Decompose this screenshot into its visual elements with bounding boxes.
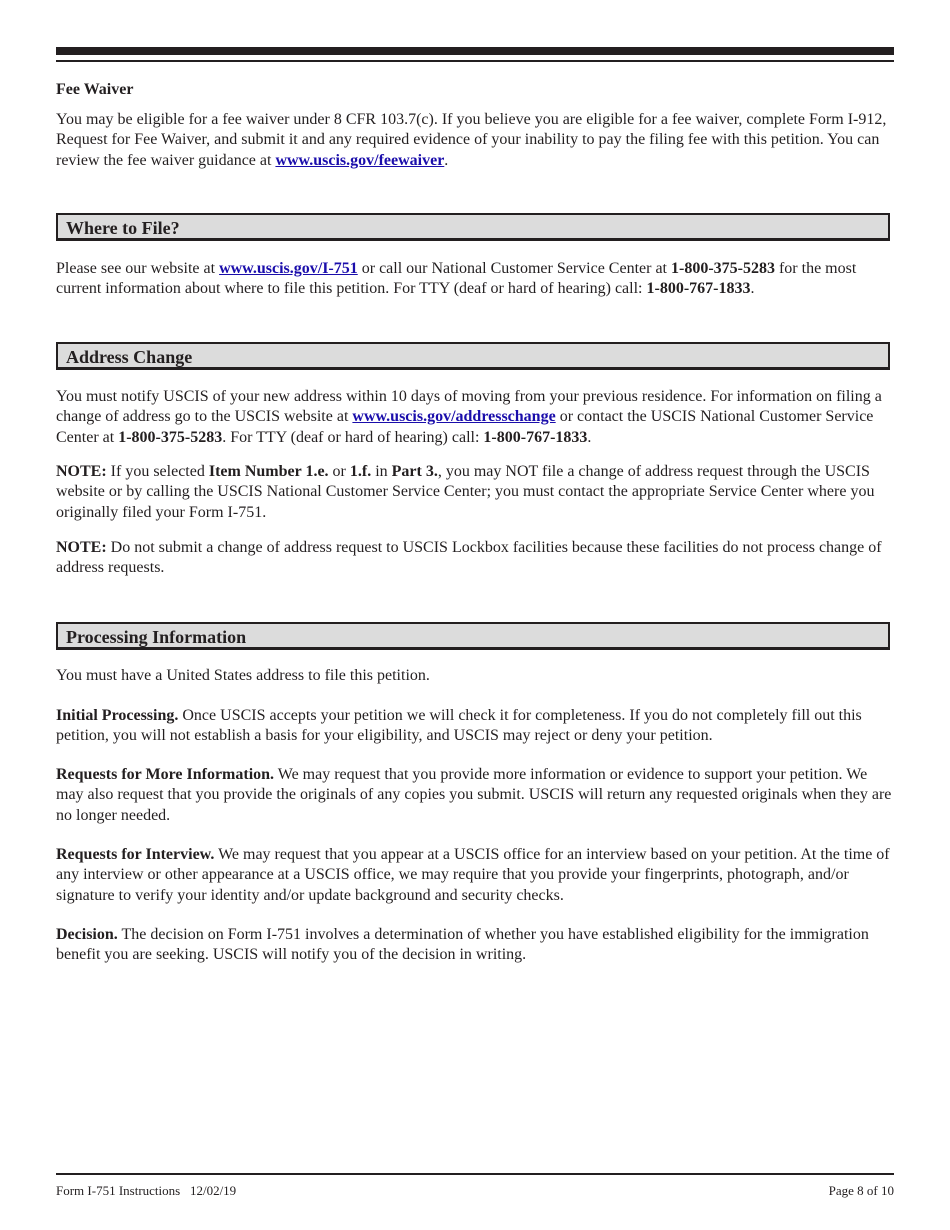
note-1-text-1: If you selected xyxy=(106,463,209,480)
address-change-title: Address Change xyxy=(66,347,193,367)
note-1-text-3: in xyxy=(371,463,392,480)
fee-waiver-paragraph xyxy=(56,110,894,171)
more-info-paragraph xyxy=(56,765,894,826)
note-1-paragraph xyxy=(56,462,894,523)
footer-form-info: Form I-751 Instructions 12/02/19 xyxy=(56,1183,237,1198)
processing-intro: You must have a United States address to file this petition. xyxy=(56,667,430,684)
interview-label: Requests for Interview. xyxy=(56,846,215,863)
more-info-label: Requests for More Information. xyxy=(56,766,275,783)
where-to-file-section-bar xyxy=(56,213,890,241)
fee-waiver-link[interactable]: www.uscis.gov/feewaiver xyxy=(275,151,445,169)
where-text-4: . xyxy=(750,280,755,298)
decision-label: Decision. xyxy=(56,926,118,943)
where-phone-2: 1-800-767-1833 xyxy=(646,280,751,298)
note-1-label: NOTE: xyxy=(56,463,107,480)
initial-processing-label: Initial Processing. xyxy=(56,707,179,724)
where-to-file-paragraph xyxy=(56,259,894,300)
note-2-label: NOTE: xyxy=(56,539,107,556)
fee-waiver-text-1: You may be eligible for a fee waiver under 8 CFR 103.7(c). If you believe you are eligible for a fee waiver, complete Form I-912, Request for Fee Waiver, and submit it and any required evidence of your inability to pay the filing fee with this petition. You can review the fee waiver guidance at xyxy=(56,111,887,169)
note-2-text: Do not submit a change of address request to USCIS Lockbox facilities because these facilities do not process change of address requests. xyxy=(56,539,882,577)
initial-processing-text: Once USCIS accepts your petition we will check it for completeness. If you do not completely fill out this petition, you will not establish a basis for your eligibility, and USCIS may reject or deny your petition. xyxy=(56,707,862,745)
interview-text: We may request that you appear at a USCIS office for an interview based on your petition. At the time of any interview or other appearance at a USCIS office, we may require that you provide your fingerprints, photograph, and/or signature to verify your identity and/or update background and security checks. xyxy=(56,846,890,904)
address-text-3: . For TTY (deaf or hard of hearing) call: xyxy=(222,428,484,446)
address-phone-2: 1-800-767-1833 xyxy=(483,428,588,446)
where-text-3: for the most current information about where to file this petition. For TTY (deaf or hard of hearing) call: xyxy=(56,260,857,298)
address-phone-1: 1-800-375-5283 xyxy=(118,428,223,446)
address-change-paragraph xyxy=(56,387,894,448)
note-1-part: Part 3. xyxy=(391,463,438,480)
address-text-1: You must notify USCIS of your new address within 10 days of moving from your previous residence. For information on filing a change of address go to the USCIS website at xyxy=(56,388,882,426)
fee-waiver-text-2: . xyxy=(444,151,449,169)
processing-title: Processing Information xyxy=(66,627,247,647)
header-thick-rule xyxy=(56,47,894,55)
note-2-paragraph xyxy=(56,538,894,579)
where-to-file-title: Where to File? xyxy=(66,218,180,238)
note-1-text-4: , you may NOT file a change of address request through the USCIS website or by calling the USCIS National Customer Service Center; you must contact the appropriate Service Center where you originally filed your Form I-751. xyxy=(56,463,875,521)
decision-text: The decision on Form I-751 involves a determination of whether you have established eligibility for the immigration benefit you are seeking. USCIS will notify you of the decision in writing. xyxy=(56,926,869,964)
address-change-section-bar xyxy=(56,342,890,370)
address-text-4: . xyxy=(587,428,592,446)
address-change-link[interactable]: www.uscis.gov/addresschange xyxy=(352,408,556,426)
processing-section-bar xyxy=(56,622,890,650)
note-1-item-1: Item Number 1.e. xyxy=(208,463,329,480)
interview-paragraph xyxy=(56,845,894,906)
fee-waiver-heading: Fee Waiver xyxy=(56,81,134,98)
note-1-text-2: or xyxy=(328,463,350,480)
note-1-item-2: 1.f. xyxy=(349,463,372,480)
address-text-2: or contact the USCIS National Customer Service Center at xyxy=(56,408,874,446)
footer-rule xyxy=(56,1173,894,1175)
i751-link[interactable]: www.uscis.gov/I-751 xyxy=(219,260,358,277)
initial-processing-paragraph xyxy=(56,706,894,747)
where-phone-1: 1-800-375-5283 xyxy=(670,260,775,277)
more-info-text: We may request that you provide more information or evidence to support your petition. We may also request that you provide the originals of any copies you submit. USCIS will return any requested originals when they are no longer needed. xyxy=(56,766,892,824)
where-text-1: Please see our website at xyxy=(56,260,220,277)
where-text-2: or call our National Customer Service Center at xyxy=(357,260,671,277)
header-thin-rule xyxy=(56,60,894,62)
decision-paragraph xyxy=(56,925,894,966)
footer-page-number: Page 8 of 10 xyxy=(828,1183,894,1198)
